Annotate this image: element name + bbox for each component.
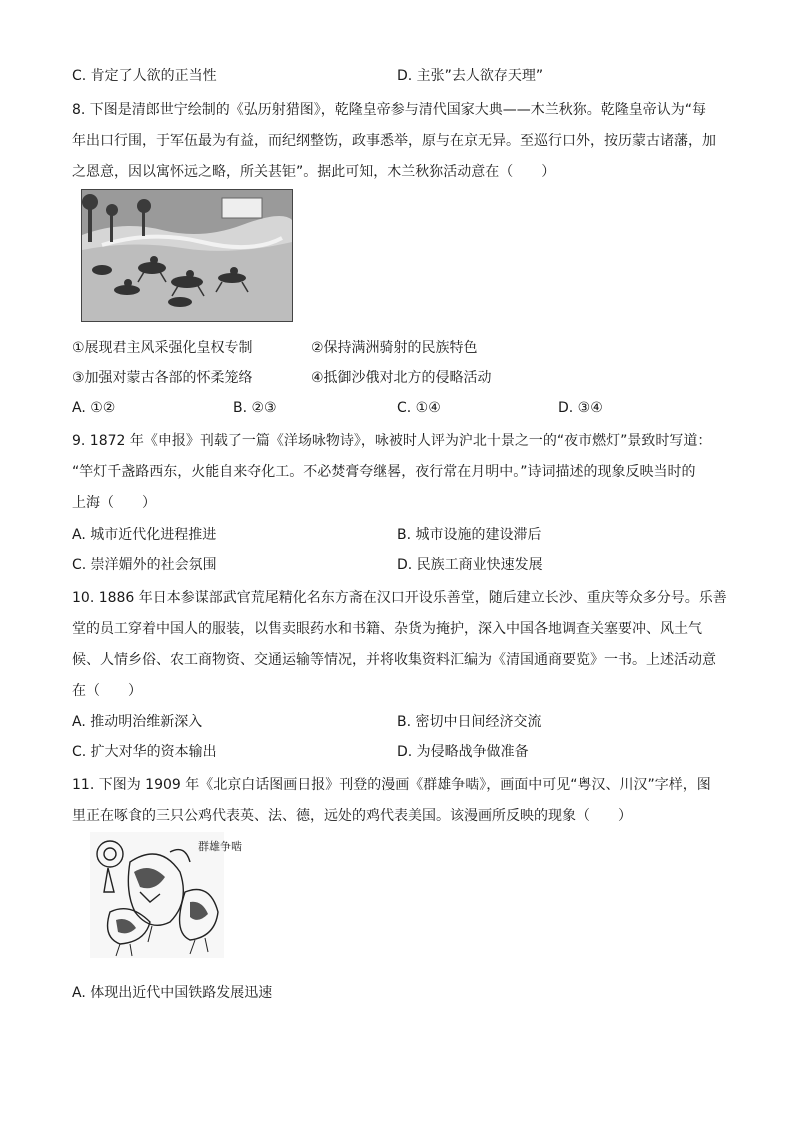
q7-option-d[interactable]: D. 主张”去人欲存天理”	[397, 68, 544, 84]
q8-stem-line-3: 之恩意，因以寓怀远之略，所关甚钜”。据此可知，木兰秋狝活动意在（ ）	[72, 164, 556, 180]
q11-stem-line-1: 11. 下图为 1909 年《北京白话图画日报》刊登的漫画《群雄争啮》，画面中可见“粤汉、川汉”字样，图	[72, 777, 711, 793]
q9-option-c[interactable]: C. 崇洋媚外的社会氛围	[72, 557, 217, 573]
q9-option-d[interactable]: D. 民族工商业快速发展	[397, 557, 543, 573]
q9-option-a[interactable]: A. 城市近代化进程推进	[72, 527, 217, 543]
q8-item-1: ①展现君主风采强化皇权专制	[72, 340, 253, 356]
q9-option-b[interactable]: B. 城市设施的建设滞后	[397, 527, 542, 543]
q11-option-a[interactable]: A. 体现出近代中国铁路发展迅速	[72, 985, 273, 1001]
q8-item-2: ②保持满洲骑射的民族特色	[311, 340, 478, 356]
cartoon-title-text: 群雄争啮	[198, 840, 242, 853]
q10-stem-line-4: 在（ ）	[72, 683, 142, 699]
cartoon-image	[90, 832, 242, 958]
q10-option-a[interactable]: A. 推动明治维新深入	[72, 714, 203, 730]
q7-option-c[interactable]: C. 肯定了人欲的正当性	[72, 68, 217, 84]
q10-option-d[interactable]: D. 为侵略战争做准备	[397, 744, 529, 760]
hunting-painting-image	[81, 189, 293, 322]
q8-option-b[interactable]: B. ②③	[233, 400, 277, 416]
q10-stem-line-1: 10. 1886 年日本参谋部武官荒尾精化名东方斋在汉口开设乐善堂，随后建立长沙、重庆等众多分号。乐善	[72, 590, 727, 606]
q9-stem-line-1: 9. 1872 年《申报》刊载了一篇《洋场咏物诗》，咏被时人评为沪北十景之一的“夜市燃灯”景致时写道：	[72, 433, 712, 449]
q8-stem-line-1: 8. 下图是清郎世宁绘制的《弘历射猎图》，乾隆皇帝参与清代国家大典——木兰秋狝。乾隆皇帝认为“每	[72, 102, 707, 118]
q10-option-c[interactable]: C. 扩大对华的资本输出	[72, 744, 217, 760]
q8-option-a[interactable]: A. ①②	[72, 400, 116, 416]
q8-stem-line-2: 年出口行围，于军伍最为有益，而纪纲整饬，政事悉举，原与在京无异。至巡行口外，按历蒙古诸藩，加	[72, 133, 716, 149]
q10-option-b[interactable]: B. 密切中日间经济交流	[397, 714, 542, 730]
q9-stem-line-3: 上海（ ）	[72, 495, 156, 511]
q8-option-c[interactable]: C. ①④	[397, 400, 441, 416]
q8-item-4: ④抵御沙俄对北方的侵略活动	[311, 370, 492, 386]
q8-option-d[interactable]: D. ③④	[558, 400, 603, 416]
q10-stem-line-2: 堂的员工穿着中国人的服装，以售卖眼药水和书籍、杂货为掩护，深入中国各地调查关塞要冲、风土气	[72, 621, 702, 637]
q9-stem-line-2: “竿灯千盏路西东，火能自来夺化工。不必焚膏夸继晷，夜行常在月明中。”诗词描述的现象反映当时的	[72, 464, 696, 480]
q10-stem-line-3: 候、人情乡俗、农工商物资、交通运输等情况，并将收集资料汇编为《清国通商要览》一书。上述活动意	[72, 652, 716, 668]
q8-item-3: ③加强对蒙古各部的怀柔笼络	[72, 370, 253, 386]
q11-stem-line-2: 里正在啄食的三只公鸡代表英、法、德，远处的鸡代表美国。该漫画所反映的现象（ ）	[72, 808, 632, 824]
